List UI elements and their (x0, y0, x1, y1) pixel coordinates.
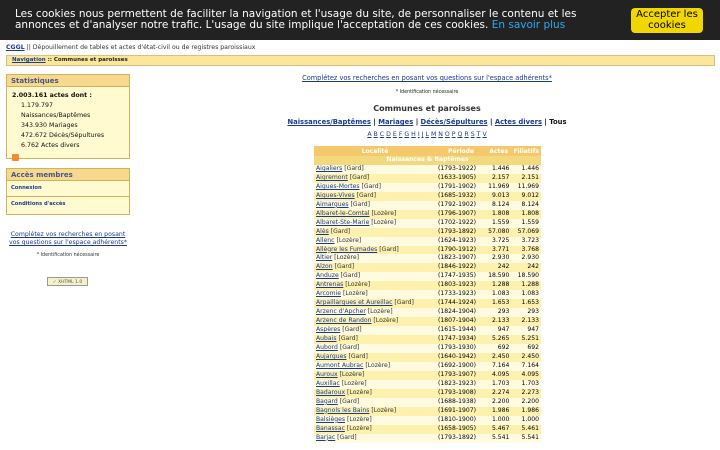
table-row (314, 353, 541, 362)
locality-link[interactable]: Albaret-Ste-Marie (316, 218, 370, 226)
period-cell: (1793-1908) (436, 389, 486, 398)
locality-cell (314, 308, 436, 317)
period-cell: (1810-1900) (436, 416, 486, 425)
locality-cell (314, 407, 436, 416)
period-cell: (1691-1907) (436, 407, 486, 416)
letter-link-r[interactable]: R (464, 131, 469, 138)
filiatifs-count-cell: 3.723 (511, 237, 541, 246)
filiatifs-count-cell: 1.288 (511, 281, 541, 290)
filiatifs-count-cell: 1.703 (511, 380, 541, 389)
department-label: [Lozère] (367, 308, 393, 316)
period-cell: (1658-1905) (436, 425, 486, 434)
main-note: * Identification nécessaire (395, 90, 459, 95)
filiatifs-count-cell: 2.930 (511, 254, 541, 263)
department-label: [Lozère] (365, 361, 391, 369)
period-cell: (1790-1912) (436, 246, 486, 255)
acts-count-cell: 947 (486, 326, 511, 335)
period-cell: (1793-1922) (436, 165, 486, 174)
department-label: [Lozère] (371, 209, 397, 217)
filter-separator: | (413, 118, 421, 126)
letter-link-d[interactable]: D (386, 131, 391, 138)
locality-cell (314, 425, 436, 434)
letter-link-b[interactable]: B (373, 131, 378, 138)
period-cell: (1793-1892) (436, 434, 486, 443)
locality-link[interactable]: Arpaillargues et Aureillac (316, 299, 393, 307)
stats-line-misc: 6.762 Actes divers (21, 142, 80, 149)
filter-marriages-link[interactable]: Mariages (378, 118, 414, 126)
department-label: [Gard] (338, 335, 358, 343)
letter-link-i[interactable]: I (417, 131, 420, 138)
filiatifs-count-cell: 9.012 (511, 192, 541, 201)
locality-cell (314, 380, 436, 389)
cookie-message (15, 9, 630, 31)
locality-link[interactable]: Albaret-le-Comtal (316, 209, 370, 217)
filiatifs-count-cell: 1.986 (511, 407, 541, 416)
acts-count-cell: 2.930 (486, 254, 511, 263)
acts-count-cell: 293 (486, 308, 511, 317)
locality-link[interactable]: Aigues-Mortes (316, 182, 360, 190)
department-label: [Gard] (339, 344, 360, 352)
table-row (314, 371, 541, 380)
locality-link[interactable]: Antrenas (316, 281, 344, 289)
locality-cell (314, 371, 436, 380)
letter-link-m[interactable]: M (430, 131, 437, 138)
xhtml-badge[interactable] (47, 277, 88, 286)
locality-link[interactable]: Auroux (316, 370, 338, 378)
locality-cell (314, 362, 436, 371)
table-row (314, 183, 541, 192)
department-label: [Lozère] (345, 281, 371, 289)
locality-link[interactable]: Aimargues (316, 200, 349, 208)
locality-cell (314, 237, 436, 246)
stats-body (7, 87, 129, 169)
letter-link-j[interactable]: J (421, 131, 424, 138)
locality-link[interactable]: Aspères (316, 326, 341, 334)
table-subheader-row (314, 156, 541, 165)
communes-table (314, 146, 541, 443)
department-label: [Gard] (330, 227, 351, 235)
locality-cell (314, 416, 436, 425)
locality-cell (314, 290, 436, 299)
letter-link-q[interactable]: Q (457, 131, 463, 138)
locality-cell (314, 344, 436, 353)
period-cell: (1633-1905) (436, 174, 486, 183)
breadcrumb-navigation-link[interactable]: Navigation (12, 57, 46, 63)
table-row (314, 326, 541, 335)
table-row (314, 335, 541, 344)
filter-deaths-link[interactable]: Décès/Sépultures (420, 118, 488, 126)
locality-cell (314, 335, 436, 344)
letter-link-v[interactable]: V (482, 131, 487, 138)
locality-link[interactable]: Arcomie (316, 290, 341, 298)
period-cell: (1846-1922) (436, 263, 486, 272)
acts-count-cell: 7.164 (486, 362, 511, 371)
locality-link[interactable]: Barjac (316, 433, 336, 441)
table-row (314, 192, 541, 201)
acts-count-cell: 11.969 (486, 183, 511, 192)
table-row (314, 272, 541, 281)
main-promo (137, 74, 717, 82)
locality-cell (314, 263, 436, 272)
acts-count-cell: 18.590 (486, 272, 511, 281)
department-label: [Gard] (348, 352, 368, 360)
department-label: [Lozère] (342, 290, 368, 298)
period-cell: (1793-1892) (436, 228, 486, 237)
filiatifs-count-cell: 3.768 (511, 246, 541, 255)
column-header-filiatifs: Filiatifs (511, 146, 541, 156)
filiatifs-count-cell: 2.133 (511, 317, 541, 326)
letter-link-o[interactable]: O (444, 131, 450, 138)
header-separator: || (24, 44, 33, 51)
members-panel-title: Accès membres (7, 169, 129, 181)
period-cell: (1823-1923) (436, 380, 486, 389)
acts-count-cell: 1.808 (486, 210, 511, 219)
locality-link[interactable]: Bagard (316, 397, 338, 405)
department-label: [Lozère] (371, 406, 397, 414)
period-cell: (1792-1902) (436, 201, 486, 210)
department-label: [Lozère] (347, 388, 372, 396)
locality-cell (314, 183, 436, 192)
filiatifs-count-cell: 2.200 (511, 398, 541, 407)
period-cell: (1733-1923) (436, 290, 486, 299)
department-label: [Gard] (394, 299, 414, 307)
check-icon: ✓ (52, 280, 57, 285)
table-row (314, 174, 541, 183)
table-row (314, 380, 541, 389)
table-row (314, 317, 541, 326)
acts-count-cell: 1.559 (486, 219, 511, 228)
locality-cell (314, 317, 436, 326)
table-subheader: Naissances & Baptêmes (314, 156, 541, 165)
period-cell: (1791-1902) (436, 183, 486, 192)
filter-misc-link[interactable]: Actes divers (494, 118, 543, 126)
locality-link[interactable]: Arzenc d'Apcher (316, 308, 366, 316)
locality-link[interactable]: Aujargues (316, 352, 347, 360)
locality-link[interactable]: Banassac (316, 424, 345, 432)
rss-icon[interactable] (12, 154, 19, 161)
period-cell: (1824-1904) (436, 308, 486, 317)
period-cell: (1685-1932) (436, 192, 486, 201)
acts-count-cell: 1.703 (486, 380, 511, 389)
locality-link[interactable]: Badaroux (316, 388, 346, 396)
column-header-locality: Localité (314, 146, 436, 156)
period-cell: (1702-1922) (436, 219, 486, 228)
letter-link-p[interactable]: P (451, 131, 456, 138)
locality-link[interactable]: Alzon (316, 263, 333, 271)
letter-link-c[interactable]: C (379, 131, 385, 138)
acts-count-cell: 5.541 (486, 434, 511, 443)
department-label: [Gard] (361, 182, 381, 190)
filter-separator: | (542, 118, 550, 126)
period-cell: (1796-1907) (436, 210, 486, 219)
filter-births-link[interactable]: Naissances/Baptêmes (287, 118, 371, 126)
page-title: Communes et paroisses (373, 104, 481, 113)
table-row (314, 281, 541, 290)
department-label: [Gard] (344, 164, 364, 172)
site-logo-link[interactable]: CGGL (6, 44, 25, 51)
filiatifs-count-cell: 1.083 (511, 290, 541, 299)
period-cell: (1747-1934) (436, 335, 486, 344)
acts-count-cell: 2.274 (486, 389, 511, 398)
department-label: [Gard] (339, 397, 360, 405)
table-row (314, 344, 541, 353)
filiatifs-count-cell: 7.164 (511, 362, 541, 371)
filiatifs-count-cell: 1.559 (511, 219, 541, 228)
locality-cell (314, 281, 436, 290)
site-tagline: Dépouillement de tables et actes d'état-civil ou de registres paroissiaux (32, 44, 256, 51)
letter-link-e[interactable]: E (392, 131, 397, 138)
acts-count-cell: 4.095 (486, 371, 511, 380)
cookie-banner (0, 0, 720, 40)
acts-count-cell: 2.200 (486, 398, 511, 407)
period-cell: (1803-1923) (436, 281, 486, 290)
letter-link-g[interactable]: G (404, 131, 410, 138)
breadcrumb (6, 55, 715, 66)
site-header (6, 41, 715, 54)
cookie-learn-more-link[interactable]: En savoir plus (491, 19, 566, 31)
department-label: [Lozère] (341, 379, 367, 387)
department-label: [Gard] (334, 263, 355, 271)
stats-panel-title: Statistiques (7, 75, 129, 87)
acts-count-cell: 2.450 (486, 353, 511, 362)
table-row (314, 219, 541, 228)
locality-link[interactable]: Altier (316, 254, 333, 262)
locality-link[interactable]: Arzenc de Randon (316, 317, 372, 325)
acts-count-cell: 5.467 (486, 425, 511, 434)
filiatifs-count-cell: 947 (511, 326, 541, 335)
period-cell: (1793-1930) (436, 344, 486, 353)
letter-link-h[interactable]: H (411, 131, 416, 138)
table-row (314, 308, 541, 317)
acts-count-cell: 1.653 (486, 299, 511, 308)
department-label: [Gard] (379, 245, 399, 253)
sidebar-note: * Identification nécessaire (36, 253, 100, 258)
department-label: [Lozère] (371, 218, 397, 226)
access-conditions-link[interactable]: Conditions d'accès (11, 201, 66, 207)
acts-count-cell: 9.013 (486, 192, 511, 201)
acts-count-cell: 1.986 (486, 407, 511, 416)
letter-link-t[interactable]: T (476, 131, 481, 138)
locality-cell (314, 299, 436, 308)
locality-cell (314, 228, 436, 237)
locality-link[interactable]: Aubord (316, 344, 338, 352)
locality-link[interactable]: Allègre les Fumades (316, 245, 378, 253)
department-label: [Gard] (350, 200, 371, 208)
acts-count-cell: 2.133 (486, 317, 511, 326)
locality-link[interactable]: Aubais (316, 335, 337, 343)
table-row (314, 228, 541, 237)
table-row (314, 210, 541, 219)
letter-link-s[interactable]: S (470, 131, 475, 138)
column-header-acts: Actes (486, 146, 511, 156)
period-cell: (1615-1944) (436, 326, 486, 335)
table-row (314, 263, 541, 272)
locality-link[interactable]: Aumont Aubrac (316, 361, 364, 369)
locality-cell (314, 353, 436, 362)
locality-cell (314, 165, 436, 174)
period-cell: (1744-1924) (436, 299, 486, 308)
cookie-text: Les cookies nous permettent de faciliter la navigation et l'usage du site, de personnaliser le contenu et les annonces et d'analyser notre trafic. L'usage du site implique l'acceptation de ces cookies. (15, 8, 577, 31)
acts-count-cell: 3.771 (486, 246, 511, 255)
department-label: [Gard] (340, 272, 361, 280)
locality-cell (314, 398, 436, 407)
department-label: [Lozère] (339, 370, 365, 378)
locality-cell (314, 192, 436, 201)
stats-line-marriages: 343.930 Mariages (21, 122, 78, 129)
locality-link[interactable]: Bagnols les Bains (316, 406, 370, 414)
table-row (314, 362, 541, 371)
filiatifs-count-cell: 692 (511, 344, 541, 353)
sidebar-promo-link[interactable]: Complétez vos recherches en posant vos questions sur l'espace adhérents* (9, 231, 127, 246)
filiatifs-count-cell: 57.069 (511, 228, 541, 237)
table-row (314, 165, 541, 174)
table-row (314, 425, 541, 434)
table-row (314, 416, 541, 425)
locality-link[interactable]: Aigremont (316, 173, 348, 181)
breadcrumb-current: Communes et paroisses (53, 57, 128, 63)
letter-link-l[interactable]: L (425, 131, 429, 138)
acts-count-cell: 3.725 (486, 237, 511, 246)
filter-separator: | (487, 118, 495, 126)
department-label: [Gard] (342, 326, 362, 334)
department-label: [Gard] (337, 433, 357, 441)
period-cell: (1823-1907) (436, 254, 486, 263)
period-cell: (1688-1938) (436, 398, 486, 407)
locality-cell (314, 219, 436, 228)
table-row (314, 398, 541, 407)
filiatifs-count-cell: 4.095 (511, 371, 541, 380)
column-header-period: Période (436, 146, 486, 156)
filiatifs-count-cell: 2.151 (511, 174, 541, 183)
filiatifs-count-cell: 5.461 (511, 425, 541, 434)
locality-cell (314, 201, 436, 210)
department-label: [Gard] (349, 173, 370, 181)
filiatifs-count-cell: 2.450 (511, 353, 541, 362)
table-row (314, 237, 541, 246)
locality-cell (314, 434, 436, 443)
table-row (314, 407, 541, 416)
filiatifs-count-cell: 242 (511, 263, 541, 272)
table-row (314, 254, 541, 263)
main-promo-link[interactable]: Complétez vos recherches en posant vos questions sur l'espace adhérents* (302, 74, 552, 82)
locality-link[interactable]: Alès (316, 227, 329, 235)
period-cell: (1640-1942) (436, 353, 486, 362)
stats-line-births: 1.179.797 Naissances/Baptêmes (21, 102, 91, 119)
filiatifs-count-cell: 11.969 (511, 183, 541, 192)
acts-count-cell: 1.288 (486, 281, 511, 290)
type-filters (137, 118, 717, 126)
filiatifs-count-cell: 293 (511, 308, 541, 317)
stats-line-deaths: 472.672 Décès/Sépultures (21, 132, 105, 139)
table-row (314, 299, 541, 308)
filter-current: Tous (549, 118, 567, 126)
stats-total: 2.003.161 actes dont : (12, 92, 92, 99)
department-label: [Lozère] (334, 254, 359, 262)
filiatifs-count-cell: 5.541 (511, 434, 541, 443)
filiatifs-count-cell: 2.273 (511, 389, 541, 398)
login-link[interactable]: Connexion (11, 185, 42, 191)
locality-link[interactable]: Aigaliers (316, 164, 343, 172)
department-label: [Lozère] (346, 415, 372, 423)
filiatifs-count-cell: 1.653 (511, 299, 541, 308)
alphabet-index (137, 131, 717, 138)
period-cell: (1624-1923) (436, 237, 486, 246)
locality-link[interactable]: Balsièges (316, 415, 346, 423)
acts-count-cell: 1.000 (486, 416, 511, 425)
table-row (314, 201, 541, 210)
acts-count-cell: 5.265 (486, 335, 511, 344)
members-panel (6, 168, 130, 215)
breadcrumb-separator: :: (45, 57, 54, 63)
filiatifs-count-cell: 18.590 (511, 272, 541, 281)
accept-cookies-button[interactable]: Accepter les cookies (631, 8, 703, 33)
locality-link[interactable]: Anduze (316, 272, 339, 280)
letter-link-f[interactable]: F (398, 131, 403, 138)
acts-count-cell: 692 (486, 344, 511, 353)
period-cell: (1692-1900) (436, 362, 486, 371)
filiatifs-count-cell: 8.124 (511, 201, 541, 210)
table-row (314, 434, 541, 443)
table-row (314, 389, 541, 398)
locality-cell (314, 254, 436, 263)
locality-link[interactable]: Allenc (316, 236, 335, 244)
table-row (314, 290, 541, 299)
locality-cell (314, 210, 436, 219)
department-label: [Lozère] (336, 236, 362, 244)
period-cell: (1807-1904) (436, 317, 486, 326)
department-label: [Gard] (356, 191, 377, 199)
filter-separator: | (370, 118, 379, 126)
acts-count-cell: 2.157 (486, 174, 511, 183)
letter-link-n[interactable]: N (438, 131, 443, 138)
locality-link[interactable]: Auxillac (316, 379, 340, 387)
acts-count-cell: 1.446 (486, 165, 511, 174)
filiatifs-count-cell: 1.446 (511, 165, 541, 174)
department-label: [Lozère] (346, 424, 372, 432)
locality-cell (314, 326, 436, 335)
stats-panel (6, 74, 130, 159)
department-label: [Lozère] (373, 317, 399, 325)
acts-count-cell: 57.080 (486, 228, 511, 237)
filiatifs-count-cell: 5.251 (511, 335, 541, 344)
locality-cell (314, 174, 436, 183)
acts-count-cell: 242 (486, 263, 511, 272)
xhtml-badge-label: XHTML 1.0 (58, 280, 83, 285)
locality-cell (314, 272, 436, 281)
acts-count-cell: 1.083 (486, 290, 511, 299)
letter-link-a[interactable]: A (367, 131, 372, 138)
period-cell: (1793-1907) (436, 371, 486, 380)
locality-link[interactable]: Aigues-Vives (316, 191, 355, 199)
filiatifs-count-cell: 1.808 (511, 210, 541, 219)
table-header-row (314, 146, 541, 156)
period-cell: (1747-1935) (436, 272, 486, 281)
filiatifs-count-cell: 1.000 (511, 416, 541, 425)
sidebar-promo (6, 231, 130, 247)
acts-count-cell: 8.124 (486, 201, 511, 210)
locality-cell (314, 389, 436, 398)
